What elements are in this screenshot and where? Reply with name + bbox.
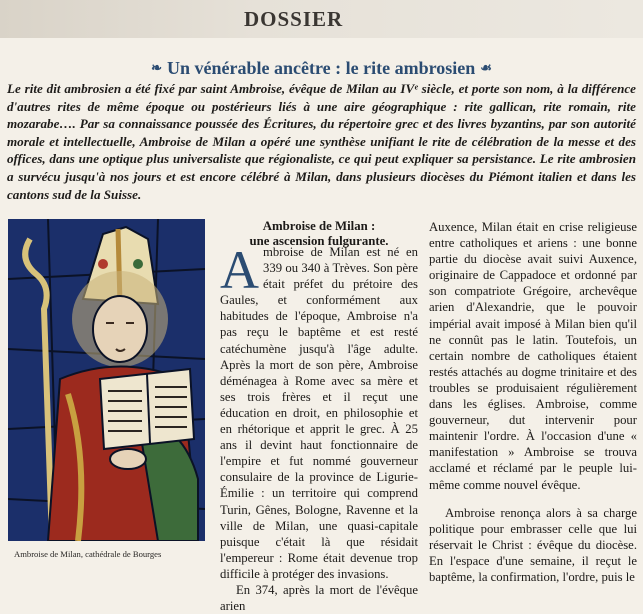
subheading-line-2: une ascension fulgurante. xyxy=(249,234,389,248)
right-ornament-icon: ☙ xyxy=(480,60,492,75)
drop-cap: A xyxy=(220,240,259,300)
stained-glass-image xyxy=(8,219,205,541)
article-title xyxy=(0,58,643,79)
figure-caption: Ambroise de Milan, cathédrale de Bourges xyxy=(14,549,162,559)
article-title-text: Un vénérable ancêtre : le rite ambrosien xyxy=(166,58,476,78)
section-label: DOSSIER xyxy=(244,7,344,31)
column-right xyxy=(429,219,637,585)
col2-paragraph-2: En 374, après la mort de l'évêque arien xyxy=(220,582,418,614)
left-ornament-icon: ❧ xyxy=(151,60,162,75)
subheading-line-1: Ambroise de Milan : xyxy=(262,219,376,233)
col3-paragraph-1: Auxence, Milan était en crise religieuse entre catholiques et ariens : une bonne partie du diocèse avait suivi Auxence, originaire de Cappadoce et ordonné par son compatriote Grégoire, archevêque arien d'Alexandrie, que le pouvoir impérial avait imposé à Milan bien qu'il ne connût pas le latin. Toutefois, un certain nombre de catholiques étaient restés attachés au dogme trinitaire et des troubles se produisaient régulièrement dans les églises. Ambroise, comme gouverneur, dut intervenir pour maintenir l'ordre. À l'occasion d'une « manifestation » Ambroise se trouva acclamé et réclamé par le peuple lui-même comme nouvel évêque. xyxy=(429,220,637,492)
col2-paragraph-1: mbroise de Milan est né en 339 ou 340 à Trèves. Son père était préfet du prétoire des Gaules, et conformément aux habitudes de l'époque, Ambroise n'a pas reçu le baptême et est resté catéchumène jusqu'à l'âge adulte. Après la mort de son père, Ambroise déménagea à Rome avec sa mère et ses trois frères et il reçut une éducation en droit, en philosophie et en rhétorique et apprit le grec. À 25 ans il devint haut fonctionnaire de l'empire et fut nommé gouverneur consulaire de la province de Ligurie-Émilie : un territoire qui comprend Turin, Gênes, Bologne, Ravenne et la ville de Milan, une quasi-capitale puisque c'était là que résidait l'empereur : Rome était devenue trop difficile à protéger des invasions. xyxy=(220,245,418,581)
col3-paragraph-2: Ambroise renonça alors à sa charge politique pour embrasser celle que lui réservait le Christ : évêque du diocèse. En l'espace d'une semaine, il reçut le baptême, la confirmation, l'ordre, puis le xyxy=(429,505,637,584)
intro-paragraph: Le rite dit ambrosien a été fixé par saint Ambroise, évêque de Milan au IVᵉ siècle, et porte son nom, à la différence d'autres rites de même époque ou postérieurs liés à une aire géographique : rite gallican, rite romain, rite mozarabe…. Par sa connaissance poussée des Écritures, du répertoire grec et des livres byzantins, par son autorité morale et intellectuelle, Ambroise de Milan a opéré une synthèse unifiant le rite de célébration de la messe et des offices, dans une optique plus universaliste que régionaliste, ce qui peut expliquer sa persistance. Le rite ambrosien a survécu jusqu'à nos jours et est encore célébré à Milan, dans plusieurs diocèses du Piémont italien et dans les cantons sud de la Suisse. xyxy=(7,81,636,202)
